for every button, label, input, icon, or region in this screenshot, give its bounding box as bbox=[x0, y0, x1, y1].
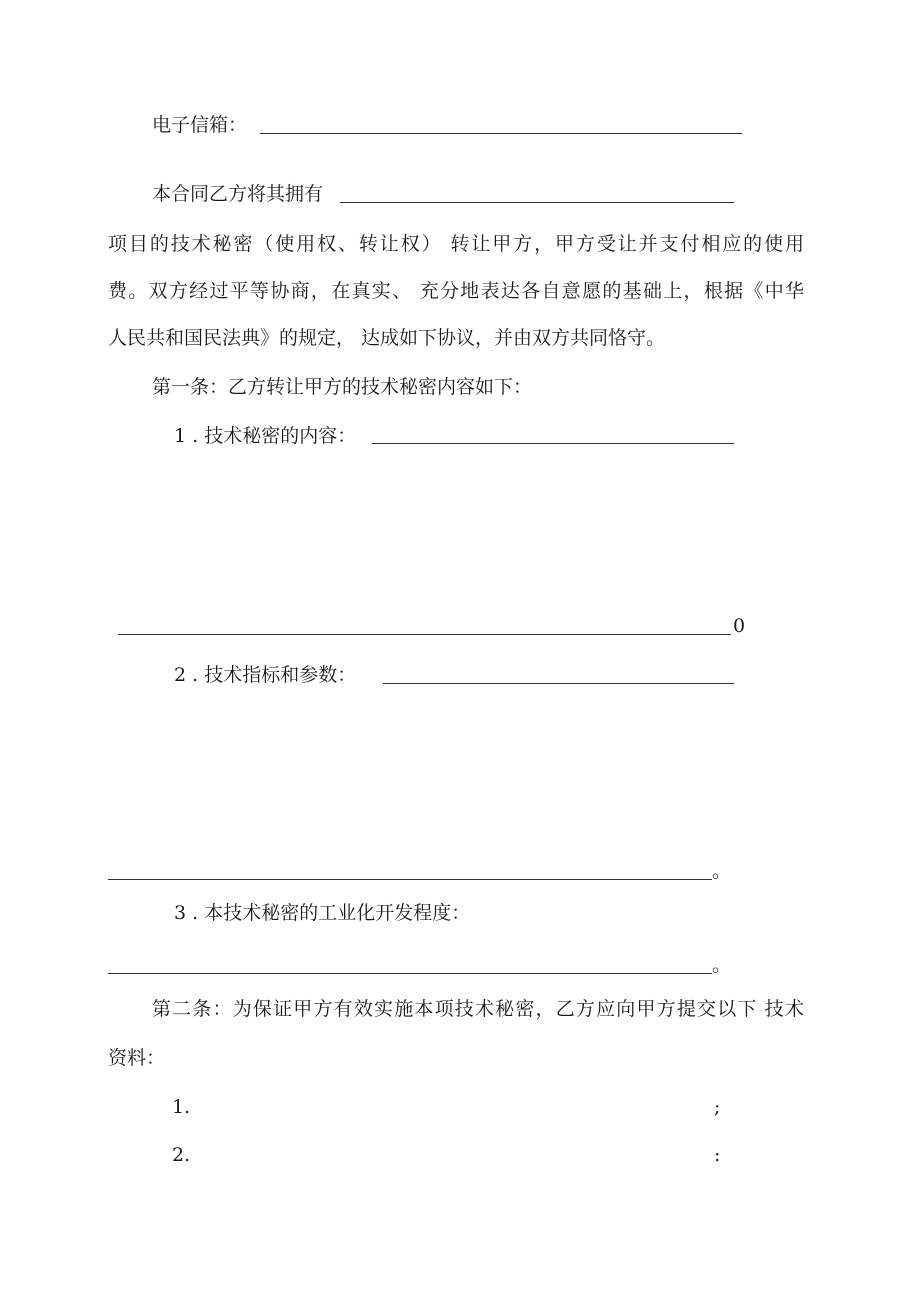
intro-prefix: 本合同乙方将其拥有 bbox=[152, 183, 324, 205]
article-1-item-3-label: 3 . 本技术秘密的工业化开发程度： bbox=[174, 902, 471, 924]
item-1-continuation-line[interactable] bbox=[118, 634, 731, 635]
article-2-item-2-number: 2. bbox=[172, 1144, 191, 1166]
article-1-item-2-label: 2 . 技术指标和参数： bbox=[174, 664, 357, 686]
project-name-blank-line[interactable] bbox=[340, 202, 734, 203]
article-2-item-2-end-mark: : bbox=[714, 1144, 721, 1166]
email-blank-line[interactable] bbox=[260, 133, 742, 134]
intro-line-1: 项目的技术秘密（使用权、转让权） 转让甲方，甲方受让并支付相应的使用 bbox=[108, 233, 804, 255]
intro-line-2: 费。双方经过平等协商，在真实、 充分地表达各自意愿的基础上，根据《中华 bbox=[108, 280, 804, 302]
item-2-blank-line[interactable] bbox=[383, 683, 734, 684]
intro-line-3: 人民共和国民法典》的规定， 达成如下协议，并由双方共同恪守。 bbox=[108, 327, 666, 349]
article-2-item-1-number: 1. bbox=[172, 1096, 191, 1118]
item-1-end-mark: 0 bbox=[733, 615, 746, 637]
item-3-continuation-line[interactable] bbox=[108, 973, 712, 974]
article-1-heading: 第一条：乙方转让甲方的技术秘密内容如下： bbox=[152, 376, 533, 398]
article-2-item-1-end-mark: ; bbox=[714, 1096, 721, 1118]
item-1-blank-line[interactable] bbox=[372, 443, 734, 444]
article-2-line-2: 资料： bbox=[108, 1047, 166, 1069]
item-3-end-mark: 。 bbox=[712, 954, 732, 976]
email-label: 电子信箱： bbox=[152, 114, 248, 136]
article-1-item-1-label: 1 . 技术秘密的内容： bbox=[174, 425, 357, 447]
item-2-end-mark: 。 bbox=[712, 860, 732, 882]
article-2-line-1: 第二条：为保证甲方有效实施本项技术秘密，乙方应向甲方提交以下 技术 bbox=[152, 998, 804, 1020]
item-2-continuation-line[interactable] bbox=[108, 879, 712, 880]
